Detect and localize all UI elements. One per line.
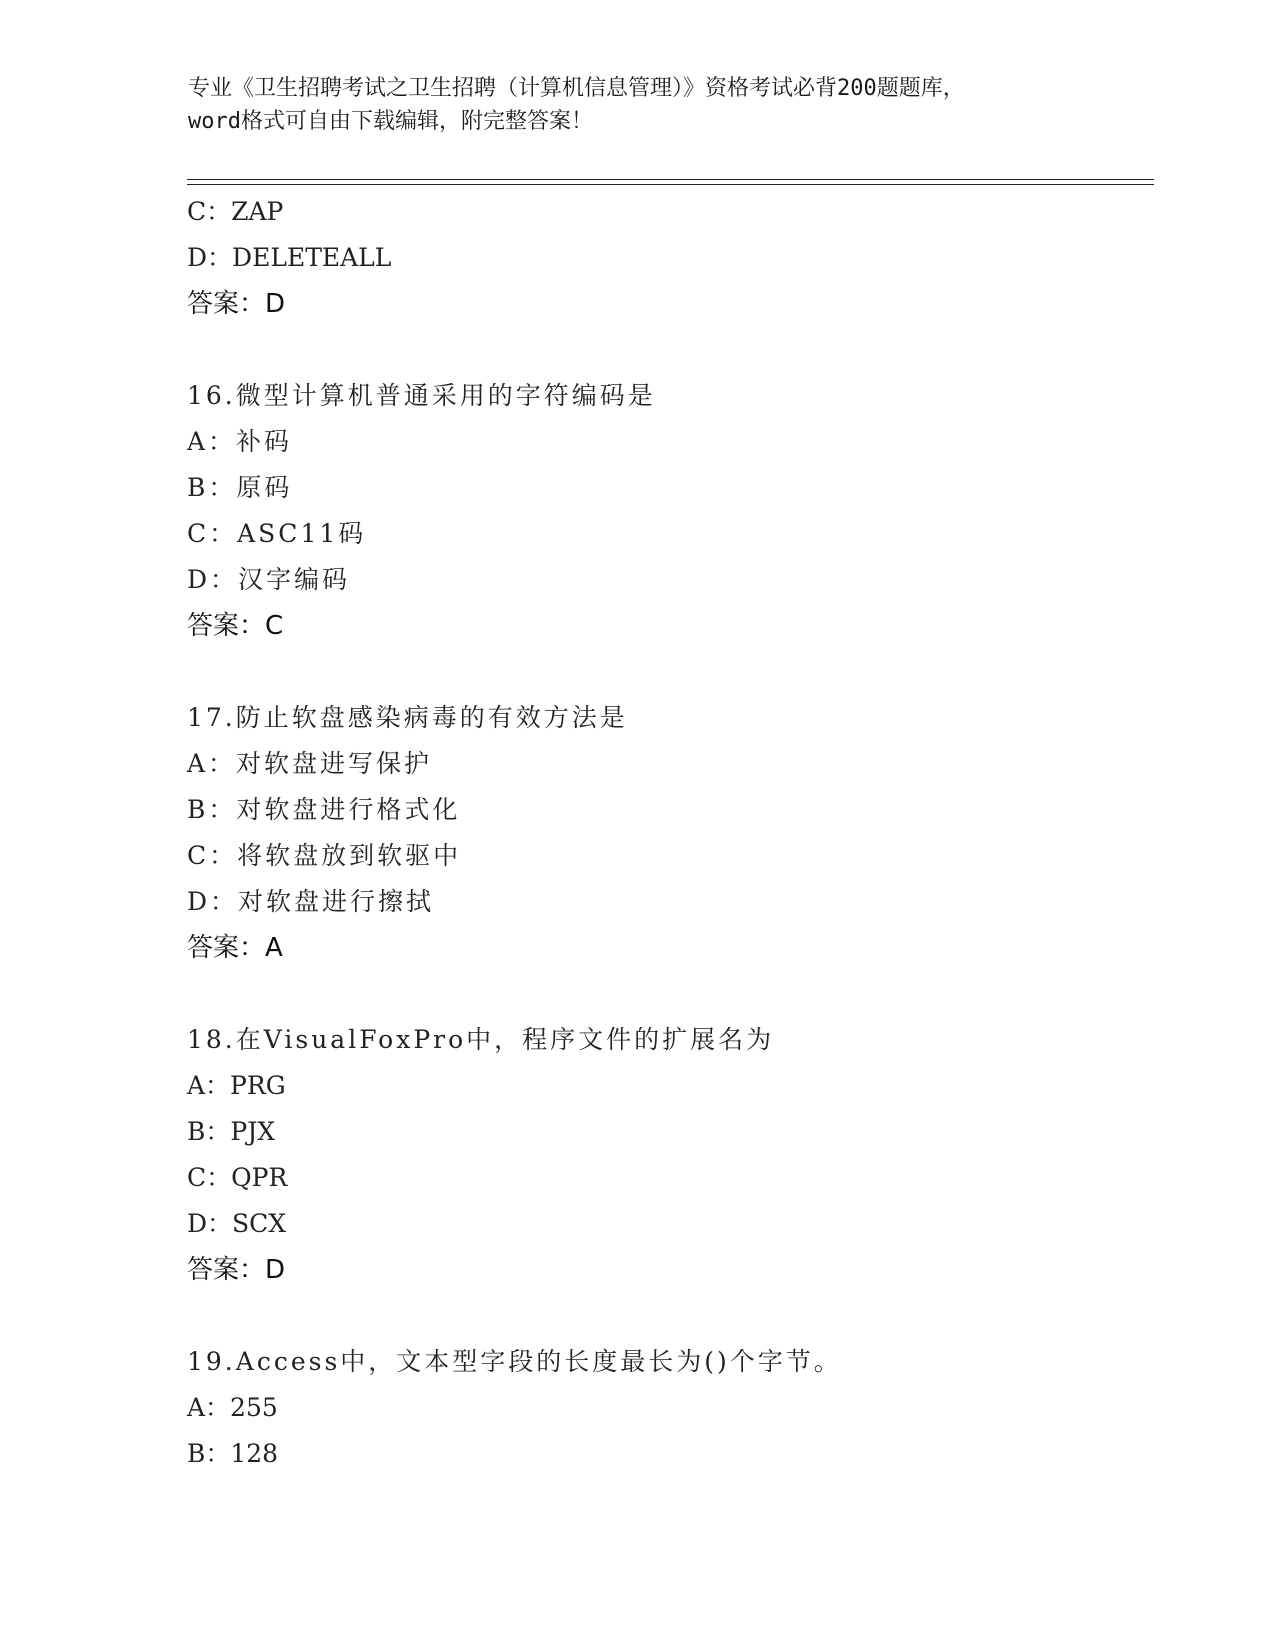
option-b: B：对软盘进行格式化: [187, 795, 461, 824]
option-d: D：DELETEALL: [187, 243, 392, 272]
option-a: A：补码: [187, 427, 293, 456]
option-b: B：PJX: [187, 1117, 276, 1146]
option-d: D：SCX: [187, 1209, 287, 1238]
spacer: [187, 649, 1154, 695]
header-line-2: word格式可自由下载编辑，附完整答案！: [188, 109, 593, 134]
question-stem: 16.微型计算机普通采用的字符编码是: [187, 381, 656, 410]
question-stem: 17.防止软盘感染病毒的有效方法是: [187, 703, 628, 732]
header-rule-bottom: [187, 184, 1154, 185]
option-a: A：PRG: [187, 1071, 286, 1100]
question-stem: 19.Access中，文本型字段的长度最长为()个字节。: [187, 1347, 842, 1376]
spacer: [187, 327, 1154, 373]
document-header: [188, 72, 1088, 138]
option-b: B：128: [187, 1439, 279, 1468]
option-c: C：QPR: [187, 1163, 288, 1192]
option-a: A：对软盘进写保护: [187, 749, 433, 778]
answer-line: 答案：D: [187, 289, 286, 319]
spacer: [187, 1293, 1154, 1339]
spacer: [187, 971, 1154, 1017]
option-c: C：ZAP: [187, 197, 284, 226]
option-a: A：255: [187, 1393, 278, 1422]
option-d: D：对软盘进行擦拭: [187, 887, 435, 916]
option-b: B：原码: [187, 473, 293, 502]
question-content: [187, 189, 1154, 1477]
answer-line: 答案：D: [187, 1255, 286, 1285]
question-stem: 18.在VisualFoxPro中，程序文件的扩展名为: [187, 1025, 775, 1054]
option-c: C：将软盘放到软驱中: [187, 841, 462, 870]
answer-line: 答案：C: [187, 611, 284, 641]
option-d: D：汉字编码: [187, 565, 351, 594]
answer-line: 答案：A: [187, 933, 283, 963]
option-c: C：ASC11码: [187, 519, 367, 548]
header-rule-top: [187, 179, 1154, 180]
header-line-1: 专业《卫生招聘考试之卫生招聘（计算机信息管理）》资格考试必背200题题库，: [188, 76, 965, 101]
